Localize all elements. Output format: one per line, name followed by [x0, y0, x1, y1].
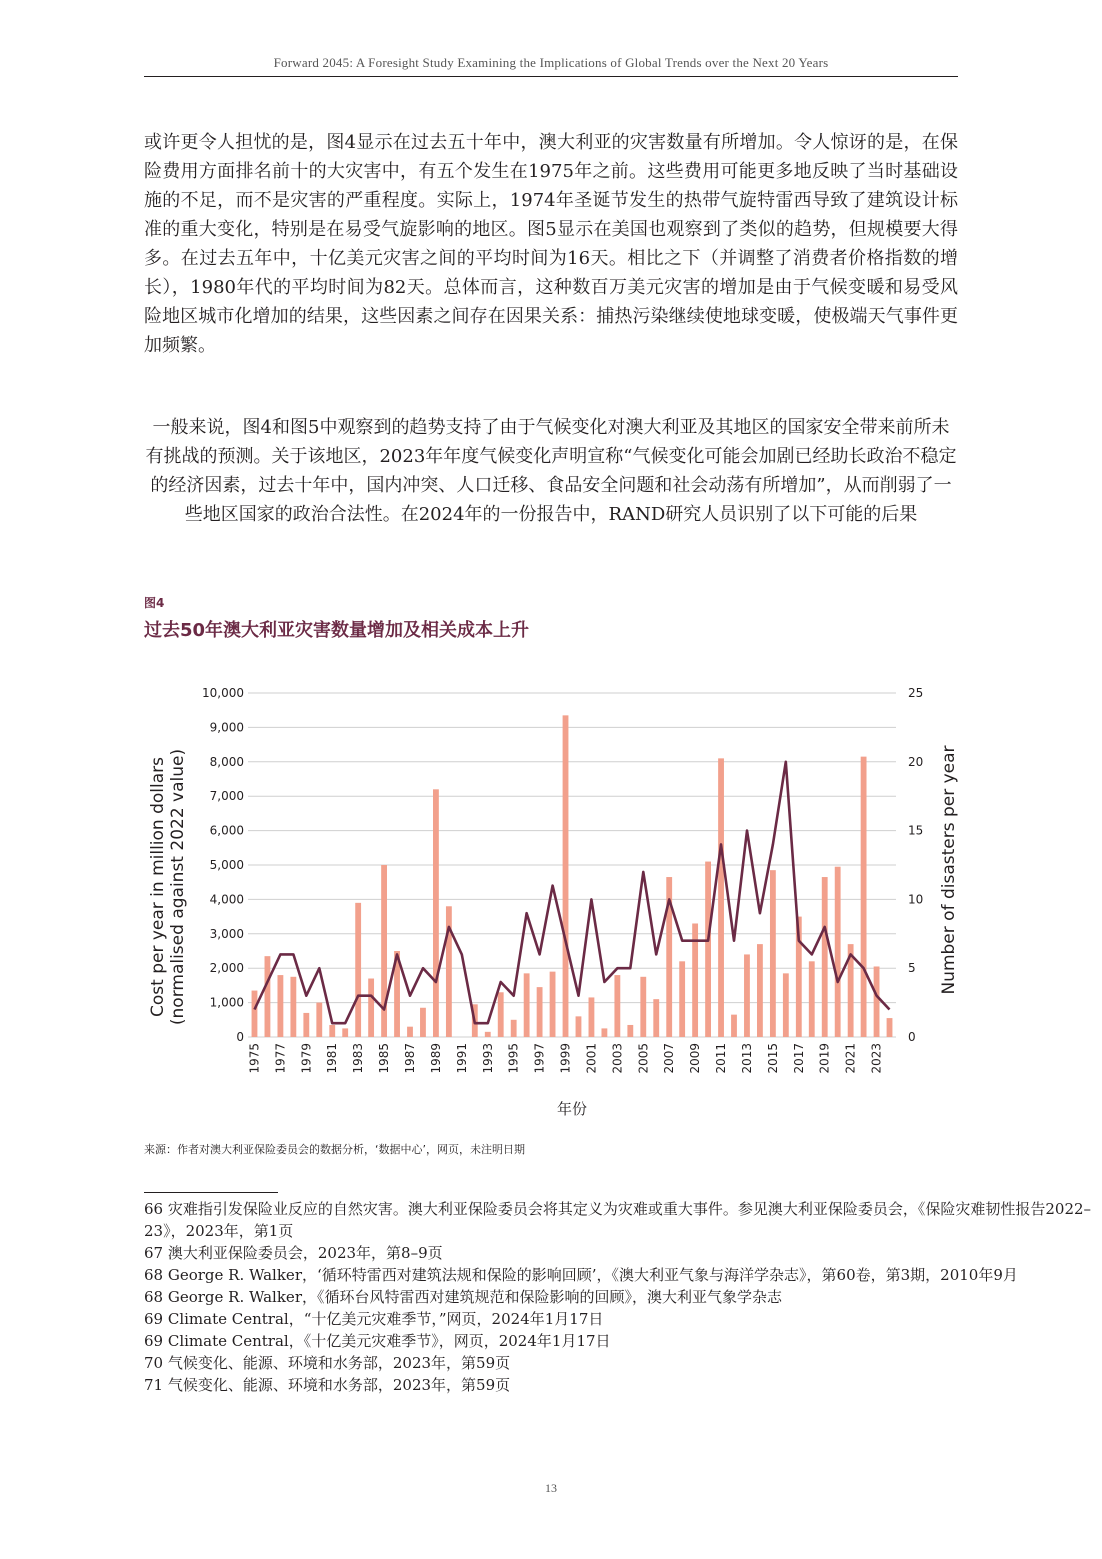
y2-tick-label: 15	[908, 823, 924, 838]
footnote: 69 Climate Central，“十亿美元灾难季节，”网页，2024年1月17日	[144, 1310, 604, 1328]
y2-tick-label: 5	[908, 961, 916, 976]
y-tick-label: 7,000	[209, 789, 244, 804]
x-tick-label: 1989	[428, 1043, 443, 1074]
x-tick-label: 1983	[351, 1043, 366, 1074]
cost-bar	[381, 865, 387, 1037]
y-tick-label: 2,000	[209, 961, 244, 976]
footnote: 70 气候变化、能源、环境和水务部，2023年，第59页	[144, 1354, 511, 1372]
figure-title: 过去50年澳大利亚灾害数量增加及相关成本上升	[144, 620, 530, 641]
x-tick-label: 2015	[765, 1043, 780, 1074]
footnote: 68 George R. Walker，《循环台风特雷西对建筑规范和保险影响的回顾》，澳大利亚气象学杂志	[144, 1288, 782, 1306]
body-paragraph-1: 或许更令人担忧的是，图4显示在过去五十年中，澳大利亚的灾害数量有所增加。令人惊讶的是，在保险费用方面排名前十的大灾害中，有五个发生在1975年之前。这些费用可能更多地反映了当时基础设施的不足，而不是灾害的严重程度。实际上，1974年圣诞节发生的热带气旋特雷西导致了建筑设计标准的重大变化，特别是在易受气旋影响的地区。图5显示在美国也观察到了类似的趋势，但规模要大得多。在过去五年中，十亿美元灾害之间的平均时间为16天。相比之下（并调整了消费者价格指数的增长），1980年代的平均时间为82天。总体而言，这种数百万美元灾害的增加是由于气候变暖和易受风险地区城市化增加的结果，这些因素之间存在因果关系：捕热污染继续使地球变暖，使极端天气事件更加频繁。	[144, 132, 958, 356]
y2-tick-label: 10	[908, 892, 924, 907]
x-tick-label: 1995	[506, 1043, 521, 1074]
disaster-cost-chart	[140, 670, 960, 1125]
footnote: 69 Climate Central，《十亿美元灾难季节》，网页，2024年1月17日	[144, 1332, 611, 1350]
x-tick-label: 2007	[662, 1043, 677, 1074]
cost-bar	[718, 758, 724, 1037]
cost-bar	[563, 715, 569, 1037]
cost-bar	[589, 997, 595, 1037]
cost-bar	[653, 999, 659, 1037]
figure-source: 来源：作者对澳大利亚保险委员会的数据分析，‘数据中心’，网页，未注明日期	[144, 1143, 525, 1156]
cost-bar	[861, 757, 867, 1037]
cost-bar	[757, 944, 763, 1037]
cost-bar	[355, 903, 361, 1037]
cost-bar	[640, 977, 646, 1037]
footnote-divider	[144, 1192, 278, 1193]
cost-bar	[744, 954, 750, 1037]
y-tick-label: 8,000	[209, 754, 244, 769]
body-paragraph-2: 一般来说，图4和图5中观察到的趋势支持了由于气候变化对澳大利亚及其地区的国家安全带来前所未有挑战的预测。关于该地区，2023年年度气候变化声明宣称“气候变化可能会加剧已经助长政治不稳定的经济因素，过去十年中，国内冲突、人口迁移、食品安全问题和社会动荡有所增加”，从而削弱了一些地区国家的政治合法性。在2024年的一份报告中，RAND研究人员识别了以下可能的后果	[145, 417, 957, 525]
x-tick-label: 1977	[273, 1043, 288, 1074]
cost-bar	[887, 1018, 893, 1037]
y-tick-label: 0	[236, 1030, 244, 1044]
running-header: Forward 2045: A Foresight Study Examining the Implications of Global Trends over the Next 20 Years	[273, 55, 829, 70]
footnote: 71 气候变化、能源、环境和水务部，2023年，第59页	[144, 1376, 511, 1394]
x-tick-label: 1975	[247, 1043, 262, 1074]
x-axis-ticks	[248, 1043, 884, 1074]
x-tick-label: 2001	[584, 1043, 599, 1074]
cost-bar	[537, 987, 543, 1037]
x-axis-label: 年份	[556, 1100, 588, 1118]
y-tick-label: 1,000	[209, 995, 244, 1010]
cost-bar	[342, 1028, 348, 1037]
cost-bar	[705, 862, 711, 1037]
x-tick-label: 2013	[740, 1043, 754, 1074]
left-axis-label-sub: (normalised against 2022 value)	[168, 748, 188, 1026]
cost-bar	[809, 961, 815, 1037]
y-tick-label: 10,000	[202, 686, 244, 700]
y-tick-label: 3,000	[209, 926, 244, 941]
cost-bar	[433, 789, 439, 1037]
cost-bar	[368, 979, 374, 1037]
cost-bar	[485, 1032, 491, 1037]
x-tick-label: 2023	[869, 1043, 884, 1074]
cost-bar	[874, 966, 880, 1037]
x-tick-label: 1987	[403, 1043, 417, 1074]
cost-bar	[524, 973, 530, 1037]
left-axis-ticks	[202, 686, 244, 1044]
footnotes-list	[144, 1198, 1094, 1396]
x-tick-label: 1985	[377, 1043, 392, 1074]
x-tick-label: 2009	[688, 1043, 703, 1074]
cost-bar	[576, 1016, 582, 1037]
x-tick-label: 1981	[325, 1043, 340, 1074]
cost-bar	[290, 977, 296, 1037]
cost-bar	[498, 992, 504, 1037]
cost-bar	[329, 1025, 335, 1037]
cost-bar	[252, 991, 258, 1037]
x-tick-label: 1979	[299, 1043, 314, 1074]
cost-bar	[614, 975, 620, 1037]
y-tick-label: 5,000	[209, 858, 244, 872]
x-tick-label: 1999	[558, 1043, 573, 1074]
cost-bar	[316, 1003, 322, 1037]
y-tick-label: 6,000	[209, 823, 244, 838]
cost-bar	[420, 1008, 426, 1037]
x-tick-label: 1997	[532, 1043, 547, 1074]
header-divider	[144, 76, 958, 77]
cost-bar	[679, 961, 685, 1037]
right-axis-ticks	[908, 686, 923, 1044]
cost-bar	[277, 975, 283, 1037]
disaster-count-line	[255, 762, 890, 1023]
cost-bar	[783, 973, 789, 1037]
x-tick-label: 2017	[791, 1043, 806, 1074]
cost-bars	[252, 715, 893, 1037]
x-tick-label: 2021	[843, 1043, 858, 1074]
left-axis-label: Cost per year in million dollars	[148, 756, 168, 1018]
y-tick-label: 4,000	[209, 892, 244, 907]
cost-bar	[407, 1027, 413, 1037]
footnote: 68 George R. Walker，‘循环特雷西对建筑法规和保险的影响回顾’，《澳大利亚气象与海洋学杂志》，第60卷，第3期，2010年9月	[144, 1266, 1018, 1284]
cost-bar	[265, 956, 271, 1037]
figure-label: 图4	[144, 596, 165, 610]
cost-bar	[627, 1025, 633, 1037]
x-tick-label: 2019	[817, 1043, 832, 1074]
footnote: 66 灾难指引发保险业反应的自然灾害。澳大利亚保险委员会将其定义为灾难或重大事件。参见澳大利亚保险委员会，《保险灾难韧性报告2022–23》，2023年，第1页	[144, 1200, 1092, 1240]
footnote: 67 澳大利亚保险委员会，2023年，第8–9页	[144, 1244, 443, 1262]
y2-tick-label: 20	[908, 754, 924, 769]
x-tick-label: 2005	[636, 1043, 651, 1074]
right-axis-label: Number of disasters per year	[939, 745, 959, 995]
cost-bar	[303, 1013, 309, 1037]
x-tick-label: 2003	[610, 1043, 625, 1074]
cost-bar	[731, 1015, 737, 1037]
cost-bar	[835, 867, 841, 1037]
cost-bar	[550, 972, 556, 1037]
cost-bar	[601, 1028, 607, 1037]
y-tick-label: 9,000	[209, 720, 244, 735]
page-number: 13	[545, 1481, 557, 1495]
x-tick-label: 1991	[454, 1043, 469, 1074]
y2-tick-label: 0	[908, 1030, 916, 1044]
y2-tick-label: 25	[908, 686, 924, 700]
cost-bar	[511, 1020, 517, 1037]
x-tick-label: 2011	[714, 1043, 728, 1074]
x-tick-label: 1993	[480, 1043, 495, 1074]
cost-bar	[770, 870, 776, 1037]
cost-bar	[822, 877, 828, 1037]
